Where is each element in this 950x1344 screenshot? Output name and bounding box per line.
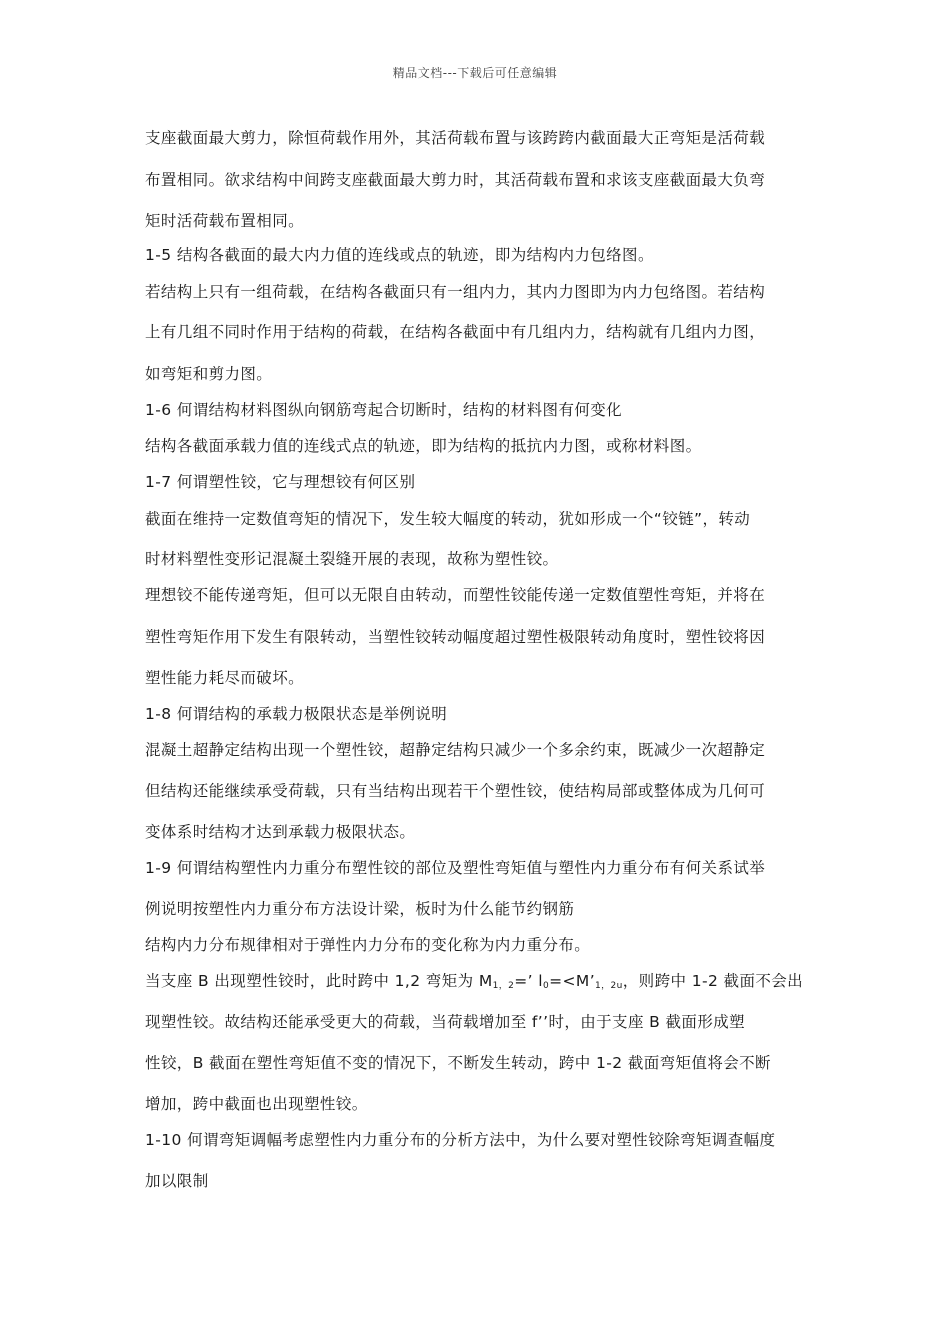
body-line: 矩时活荷载布置相同。 [145,212,305,230]
body-line: 性铰，B 截面在塑性弯矩值不变的情况下，不断发生转动，跨中 1-2 截面弯矩值将会不断 [145,1054,771,1072]
formula-subscript: 1，2u [595,981,623,991]
formula-line [145,971,803,996]
question-1-8: 1-8 何谓结构的承载力极限状态是举例说明 [145,705,448,723]
body-line: 例说明按塑性内力重分布方法设计梁，板时为什么能节约钢筋 [145,900,575,918]
question-1-7: 1-7 何谓塑性铰，它与理想铰有何区别 [145,473,416,491]
body-line: 塑性能力耗尽而破坏。 [145,669,305,687]
formula-subscript: 1，2 [492,981,515,991]
body-line: 结构内力分布规律相对于弹性内力分布的变化称为内力重分布。 [145,936,591,954]
question-1-6: 1-6 何谓结构材料图纵向钢筋弯起合切断时，结构的材料图有何变化 [145,401,623,419]
body-line: 混凝土超静定结构出现一个塑性铰，超静定结构只减少一个多余约束，既减少一次超静定 [145,741,766,759]
body-line: 时材料塑性变形记混凝土裂缝开展的表现，故称为塑性铰。 [145,550,559,568]
body-line: 支座截面最大剪力，除恒荷载作用外，其活荷载布置与该跨跨内截面最大正弯矩是活荷载 [145,129,766,147]
body-line: 截面在维持一定数值弯矩的情况下，发生较大幅度的转动，犹如形成一个“铰链”，转动 [145,510,751,528]
question-1-9: 1-9 何谓结构塑性内力重分布塑性铰的部位及塑性弯矩值与塑性内力重分布有何关系试举 [145,859,766,877]
formula-subscript: 0 [543,981,550,991]
body-line: 理想铰不能传递弯矩，但可以无限自由转动，而塑性铰能传递一定数值塑性弯矩，并将在 [145,586,766,604]
body-line: 但结构还能继续承受荷载，只有当结构出现若干个塑性铰，使结构局部或整体成为几何可 [145,782,766,800]
body-line: 结构各截面承载力值的连线式点的轨迹，即为结构的抵抗内力图，或称材料图。 [145,437,702,455]
question-1-5: 1-5 结构各截面的最大内力值的连线或点的轨迹，即为结构内力包络图。 [145,246,654,264]
body-line: 上有几组不同时作用于结构的荷载，在结构各截面中有几组内力，结构就有几组内力图， [145,323,766,341]
body-line: 如弯矩和剪力图。 [145,365,273,383]
formula-text: =<M’ [549,972,596,990]
formula-text: 当支座 B 出现塑性铰时，此时跨中 1,2 弯矩为 M [145,972,493,990]
page-header: 精品文档---下载后可任意编辑 [392,66,558,80]
body-line: 若结构上只有一组荷载，在结构各截面只有一组内力，其内力图即为内力包络图。若结构 [145,283,766,301]
body-line: 增加，跨中截面也出现塑性铰。 [145,1095,368,1113]
formula-text: ，则跨中 1-2 截面不会出 [622,972,804,990]
body-line: 塑性弯矩作用下发生有限转动，当塑性铰转动幅度超过塑性极限转动角度时，塑性铰将因 [145,628,766,646]
body-line: 加以限制 [145,1172,209,1190]
question-1-10: 1-10 何谓弯矩调幅考虑塑性内力重分布的分析方法中，为什么要对塑性铰除弯矩调查幅度 [145,1131,776,1149]
formula-text: =’ l [514,972,543,990]
body-line: 变体系时结构才达到承载力极限状态。 [145,823,416,841]
body-line: 现塑性铰。故结构还能承受更大的荷载，当荷载增加至 f’’时，由于支座 B 截面形成塑 [145,1013,746,1031]
body-line: 布置相同。欲求结构中间跨支座截面最大剪力时，其活荷载布置和求该支座截面最大负弯 [145,171,766,189]
